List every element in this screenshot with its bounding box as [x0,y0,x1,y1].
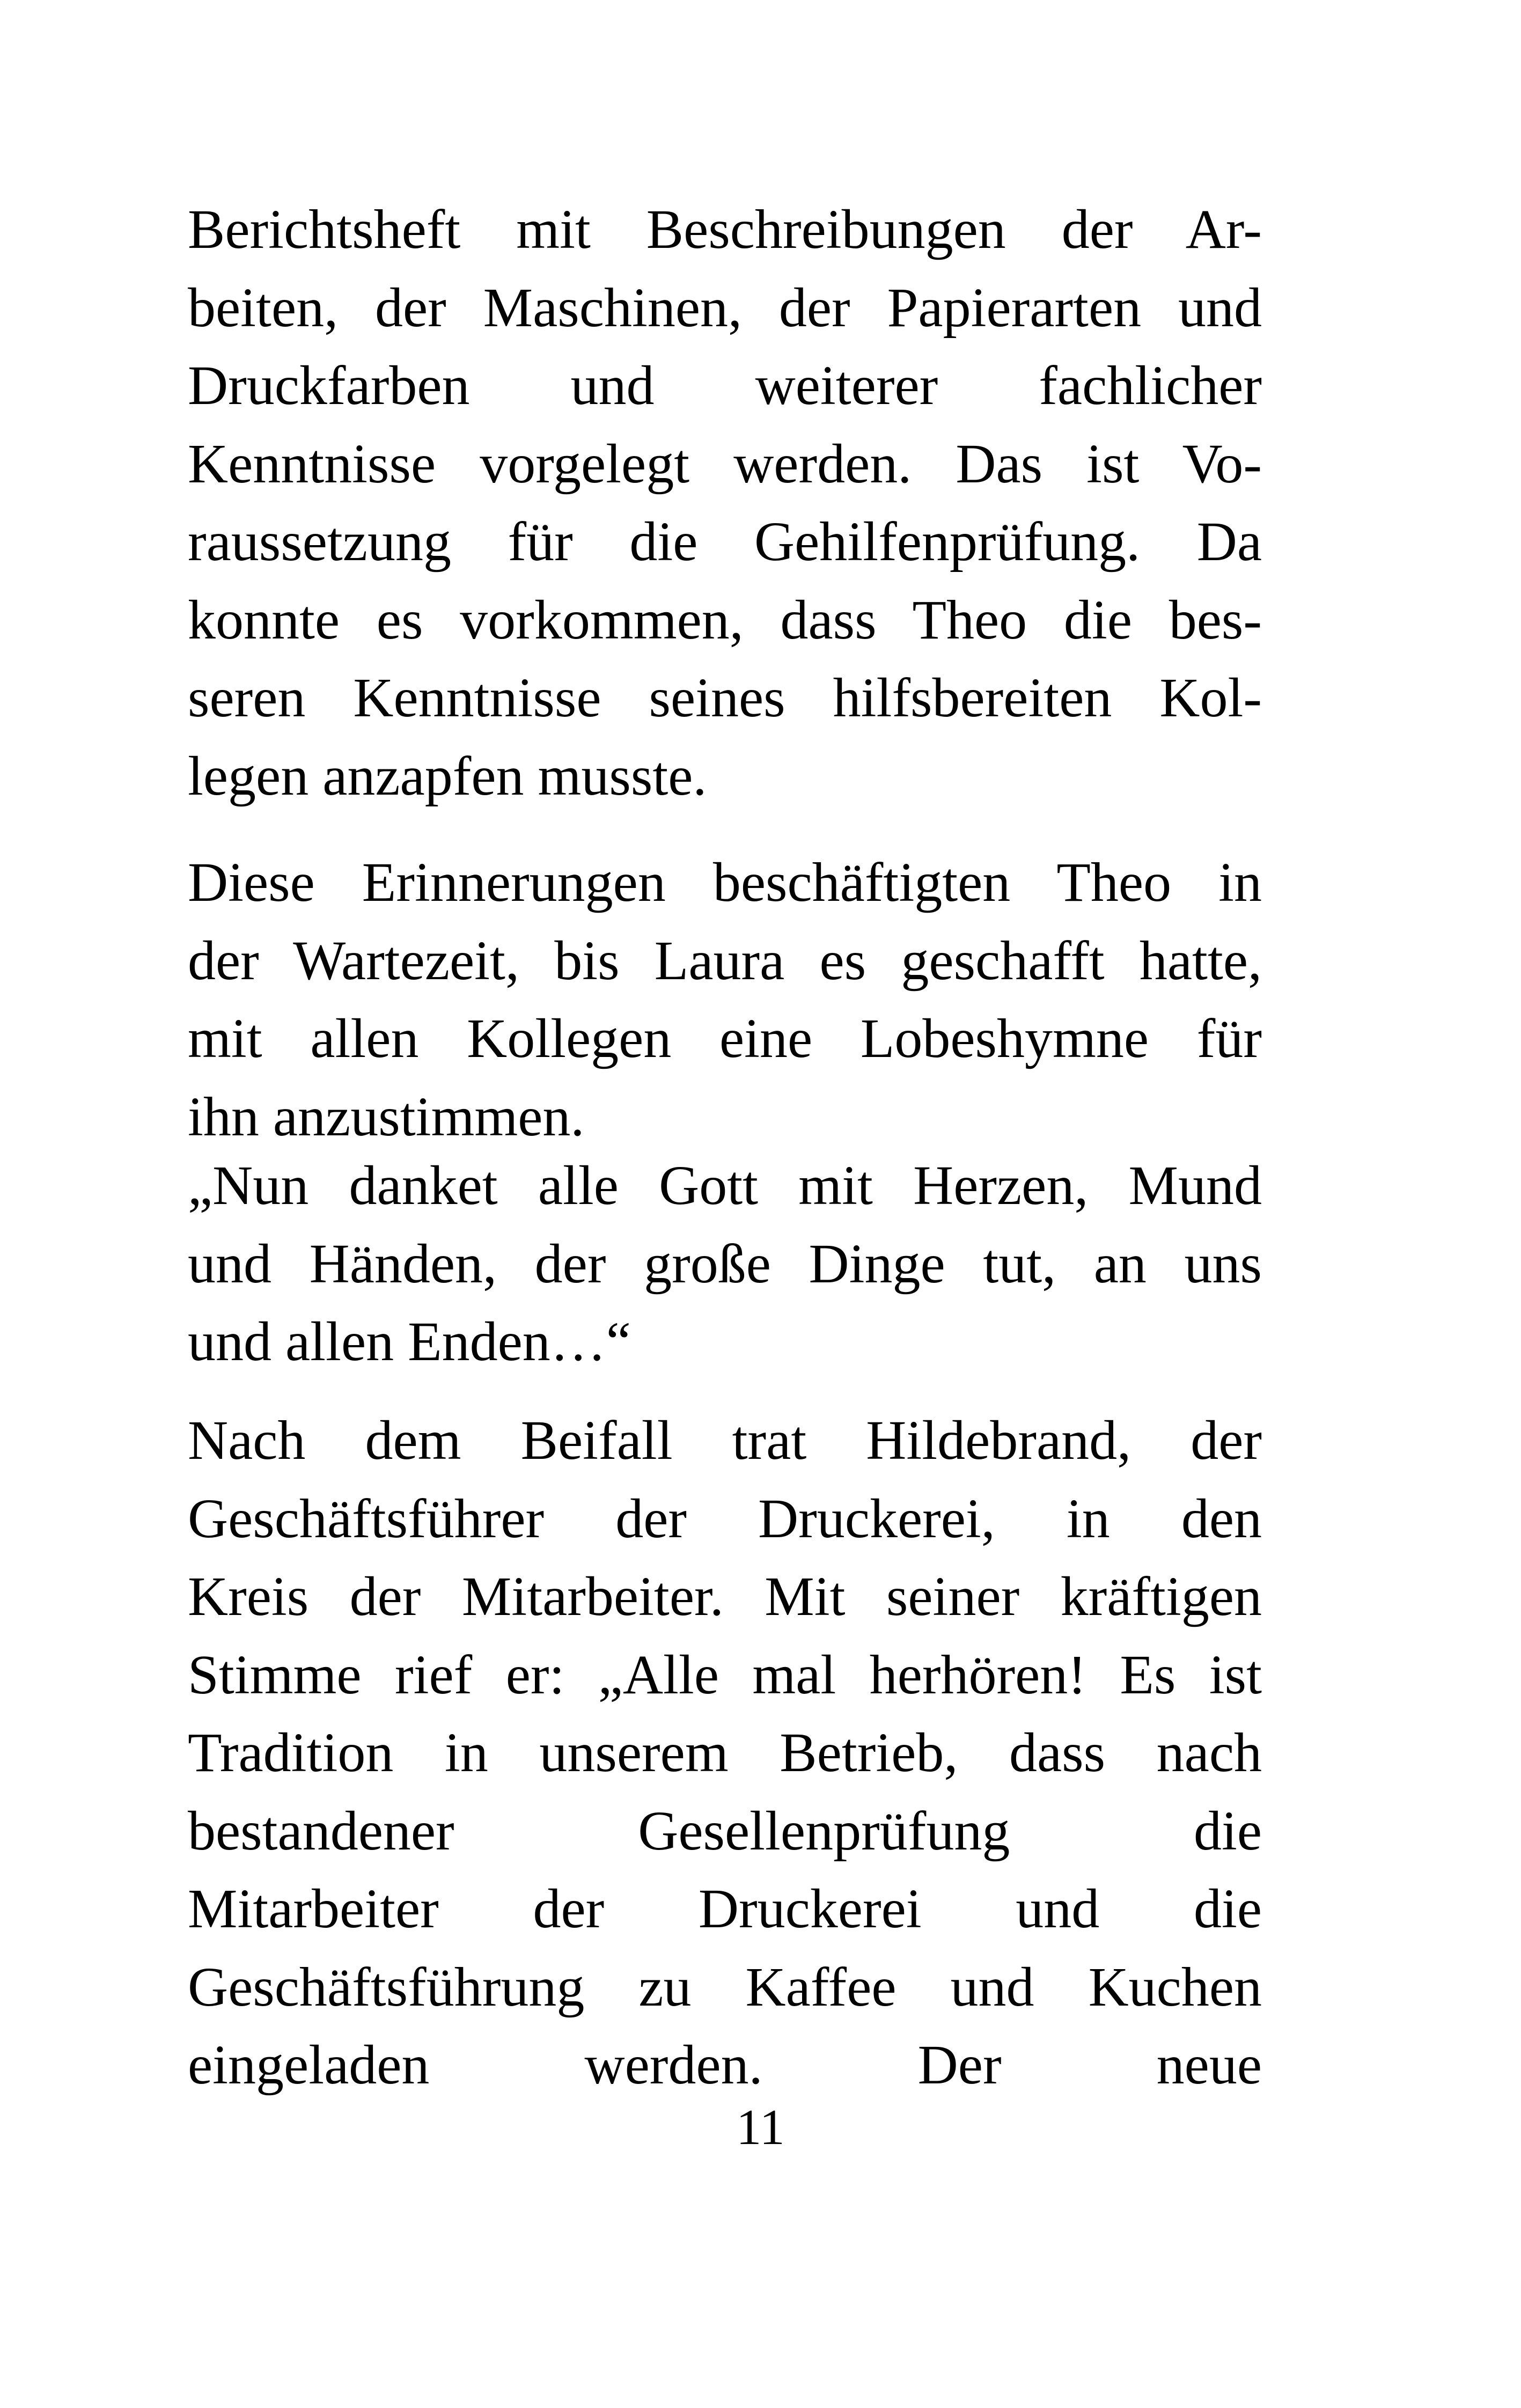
text-line: beiten, der Maschinen, der Papierarten und [188,276,1262,339]
text-line: Kreis der Mitarbeiter. Mit seiner kräftigen [188,1566,1262,1627]
text-line: seren Kenntnisse seines hilfsbereiten Kol- [188,667,1262,729]
text-line: Druckfarben und weiterer fachlicher [188,355,1262,416]
text-line: Tradition in unserem Betrieb, dass nach [188,1722,1262,1783]
text-line: mit allen Kollegen eine Lobeshymne für [188,1008,1262,1069]
text-line: Nach dem Beifall trat Hildebrand, der [188,1409,1262,1471]
text-line: Mitarbeiter der Druckerei und die [188,1878,1262,1940]
paragraph-1 [188,190,1262,815]
text-line: der Wartezeit, bis Laura es geschafft hatte, [188,929,1262,992]
text-line: und allen Enden…“ [188,1311,631,1372]
text-line: „Nun danket alle Gott mit Herzen, Mund [188,1155,1262,1216]
text-line: Berichtsheft mit Beschreibungen der Ar- [188,199,1262,260]
text-line: eingeladen werden. Der neue [188,2034,1262,2096]
text-line: Kenntnisse vorgelegt werden. Das ist Vo- [188,432,1262,495]
text-line: Geschäftsführer der Druckerei, in den [188,1487,1262,1550]
text-line: Diese Erinnerungen beschäftigten Theo in [188,851,1262,913]
paragraph-4 [188,1401,1262,2104]
text-line: konnte es vorkommen, dass Theo die bes- [188,589,1262,651]
text-line: Geschäftsführung zu Kaffee und Kuchen [188,1956,1262,2018]
text-line: und Händen, der große Dinge tut, an uns [188,1232,1262,1295]
paragraph-3 [188,1147,1262,1381]
paragraph-2 [188,843,1262,1156]
page-number: 11 [736,2099,785,2155]
text-line: bestandener Gesellenprüfung die [188,1800,1262,1862]
text-line: ihn anzustimmen. [188,1085,585,1148]
text-line: raussetzung für die Gehilfenprüfung. Da [188,511,1262,572]
text-line: Stimme rief er: „Alle mal herhören! Es ist [188,1643,1262,1706]
text-line: legen anzapfen musste. [188,745,707,807]
